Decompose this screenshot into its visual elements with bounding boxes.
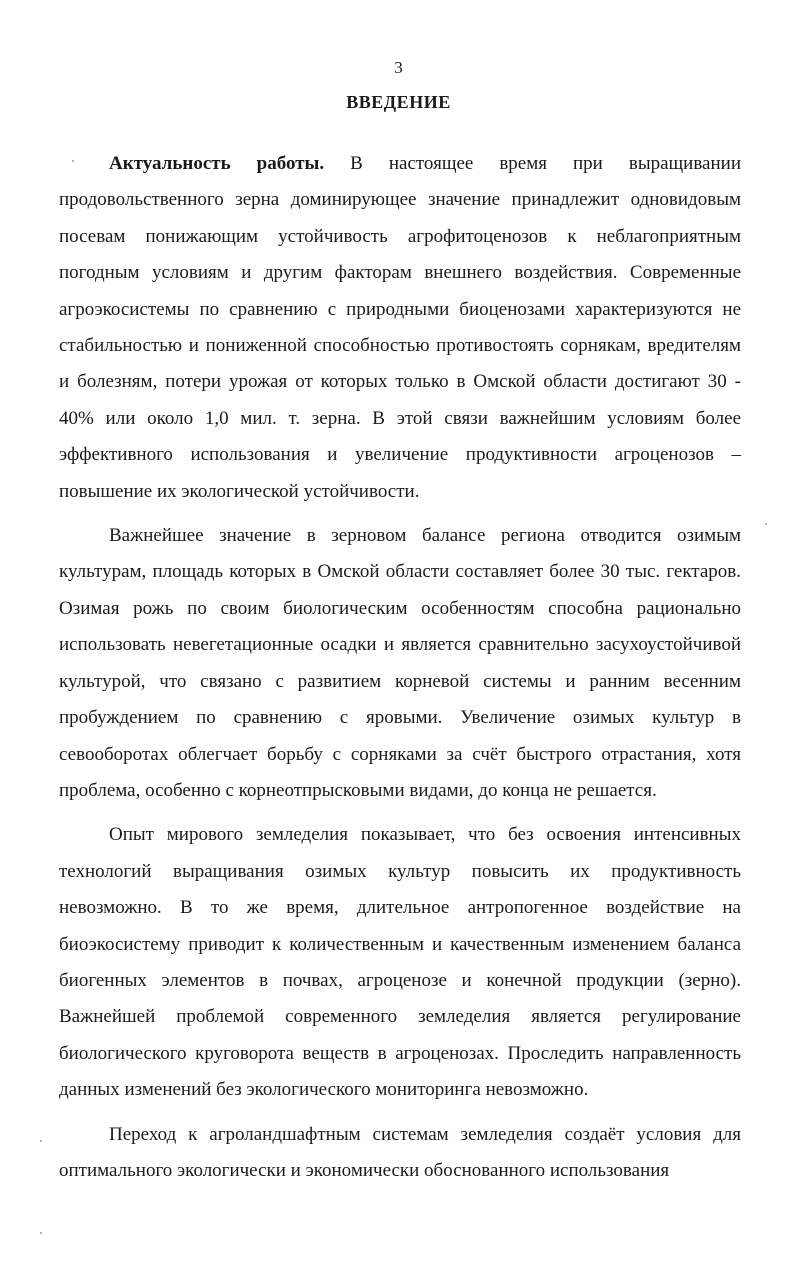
scan-speck xyxy=(765,523,767,525)
scan-speck xyxy=(72,160,74,162)
paragraph-lead: Актуальность работы. xyxy=(109,153,325,174)
paragraph-world-experience xyxy=(59,817,741,1108)
paragraph-winter-crops xyxy=(59,518,741,809)
paragraph-text: Переход к агроландшафтным системам земледелия создаёт условия для оптимального экологически и экономически обоснованного использования xyxy=(59,1123,741,1181)
scan-speck xyxy=(40,1232,42,1234)
paragraph-text: В настоящее время при выращивании продовольственного зерна доминирующее значение принадлежит одновидовым посевам понижающим устойчивость агрофитоценозов к неблагоприятным погодным условиям и другим факторам внешнего воздействия. Современные агроэкосистемы по сравнению с природными биоценозами характеризуются не стабильностью и пониженной способностью противостоять сорнякам, вредителям и болезням, потери урожая от которых только в Омской области достигают 30 - 40% или около 1,0 мил. т. зерна. В этой связи важнейшим условиям более эффективного использования и увеличение продуктивности агроценозов – повышение их экологической устойчивости. xyxy=(59,153,741,502)
paragraph-landscape-systems xyxy=(59,1117,741,1190)
paragraph-text: Опыт мирового земледелия показывает, что без освоения интенсивных технологий выращивания озимых культур повысить их продуктивность невозможно. В то же время, длительное антропогенное воздействие на биоэкосистему приводит к количественным и качественным изменением баланса биогенных элементов в почвах, агроценозе и конечной продукции (зерно). Важнейшей проблемой современного земледелия является регулирование биологического круговорота веществ в агроценозах. Проследить направленность данных изменений без экологического мониторинга невозможно. xyxy=(59,824,741,1101)
paragraph-relevance xyxy=(59,146,741,510)
page-title: ВВЕДЕНИЕ xyxy=(346,92,451,112)
page-number: 3 xyxy=(394,58,403,77)
paragraph-text: Важнейшее значение в зерновом балансе региона отводится озимым культурам, площадь которых в Омской области составляет более 30 тыс. гектаров. Озимая рожь по своим биологическим особенностям способна рационально использовать невегетационные осадки и является сравнительно засухоустойчивой культурой, что связано с развитием корневой системы и ранним весенним пробуждением по сравнению с яровыми. Увеличение озимых культур в севооборотах облегчает борьбу с сорняками за счёт быстрого отрастания, хотя проблема, особенно с корнеотпрысковыми видами, до конца не решается. xyxy=(59,525,741,801)
scan-speck xyxy=(40,1140,42,1142)
body-text xyxy=(59,146,741,1189)
